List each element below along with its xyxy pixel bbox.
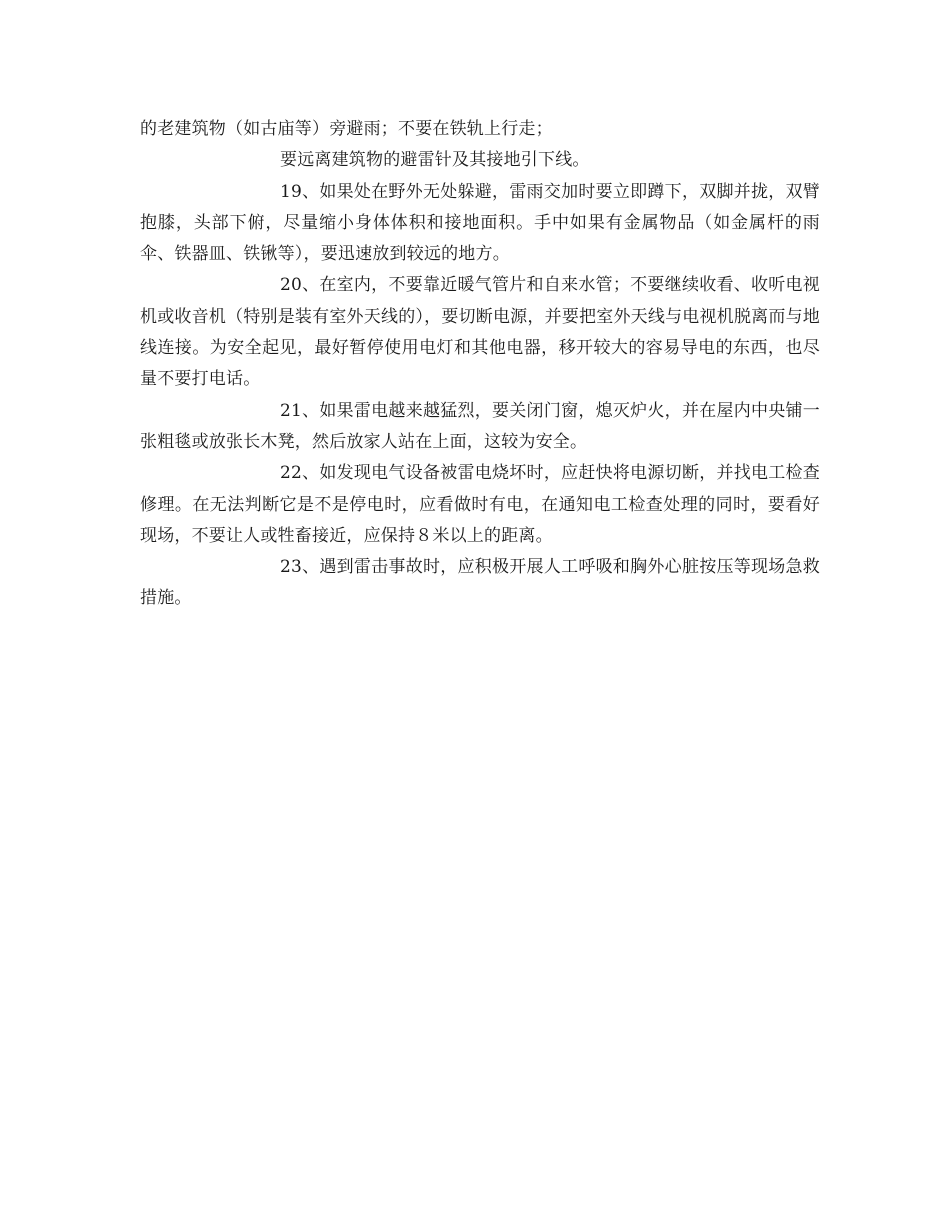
paragraph-continuation: 的老建筑物（如古庙等）旁避雨；不要在铁轨上行走； [140, 119, 553, 139]
paragraph-19: 19、如果处在野外无处躲避，雷雨交加时要立即蹲下，双脚并拢，双臂抱膝，头部下俯，尽量缩小身体体积和接地面积。手中如果有金属物品（如金属杆的雨伞、铁器皿、铁锹等），要迅速放到较远的地方。 [140, 181, 820, 265]
paragraph-23: 23、遇到雷击事故时，应积极开展人工呼吸和胸外心脏按压等现场急救措施。 [140, 557, 820, 609]
paragraph-20: 20、在室内，不要靠近暖气管片和自来水管；不要继续收看、收听电视机或收音机（特别是装有室外天线的），要切断电源，并要把室外天线与电视机脱离而与地线连接。为安全起见，最好暂停使用电灯和其他电器，移开较大的容易导电的东西，也尽量不要打电话。 [140, 275, 820, 390]
paragraph-lightning-rod: 要远离建筑物的避雷针及其接地引下线。 [280, 150, 590, 171]
paragraph-22: 22、如发现电气设备被雷电烧坏时，应赶快将电源切断，并找电工检查修理。在无法判断它是不是停电时，应看做时有电，在通知电工检查处理的同时，要看好现场，不要让人或牲畜接近，应保持８米以上的距离。 [140, 463, 820, 546]
paragraph-21: 21、如果雷电越来越猛烈，要关闭门窗，熄灭炉火，并在屋内中央铺一张粗毯或放张长木凳，然后放家人站在上面，这较为安全。 [140, 400, 820, 452]
document-body [140, 114, 820, 615]
